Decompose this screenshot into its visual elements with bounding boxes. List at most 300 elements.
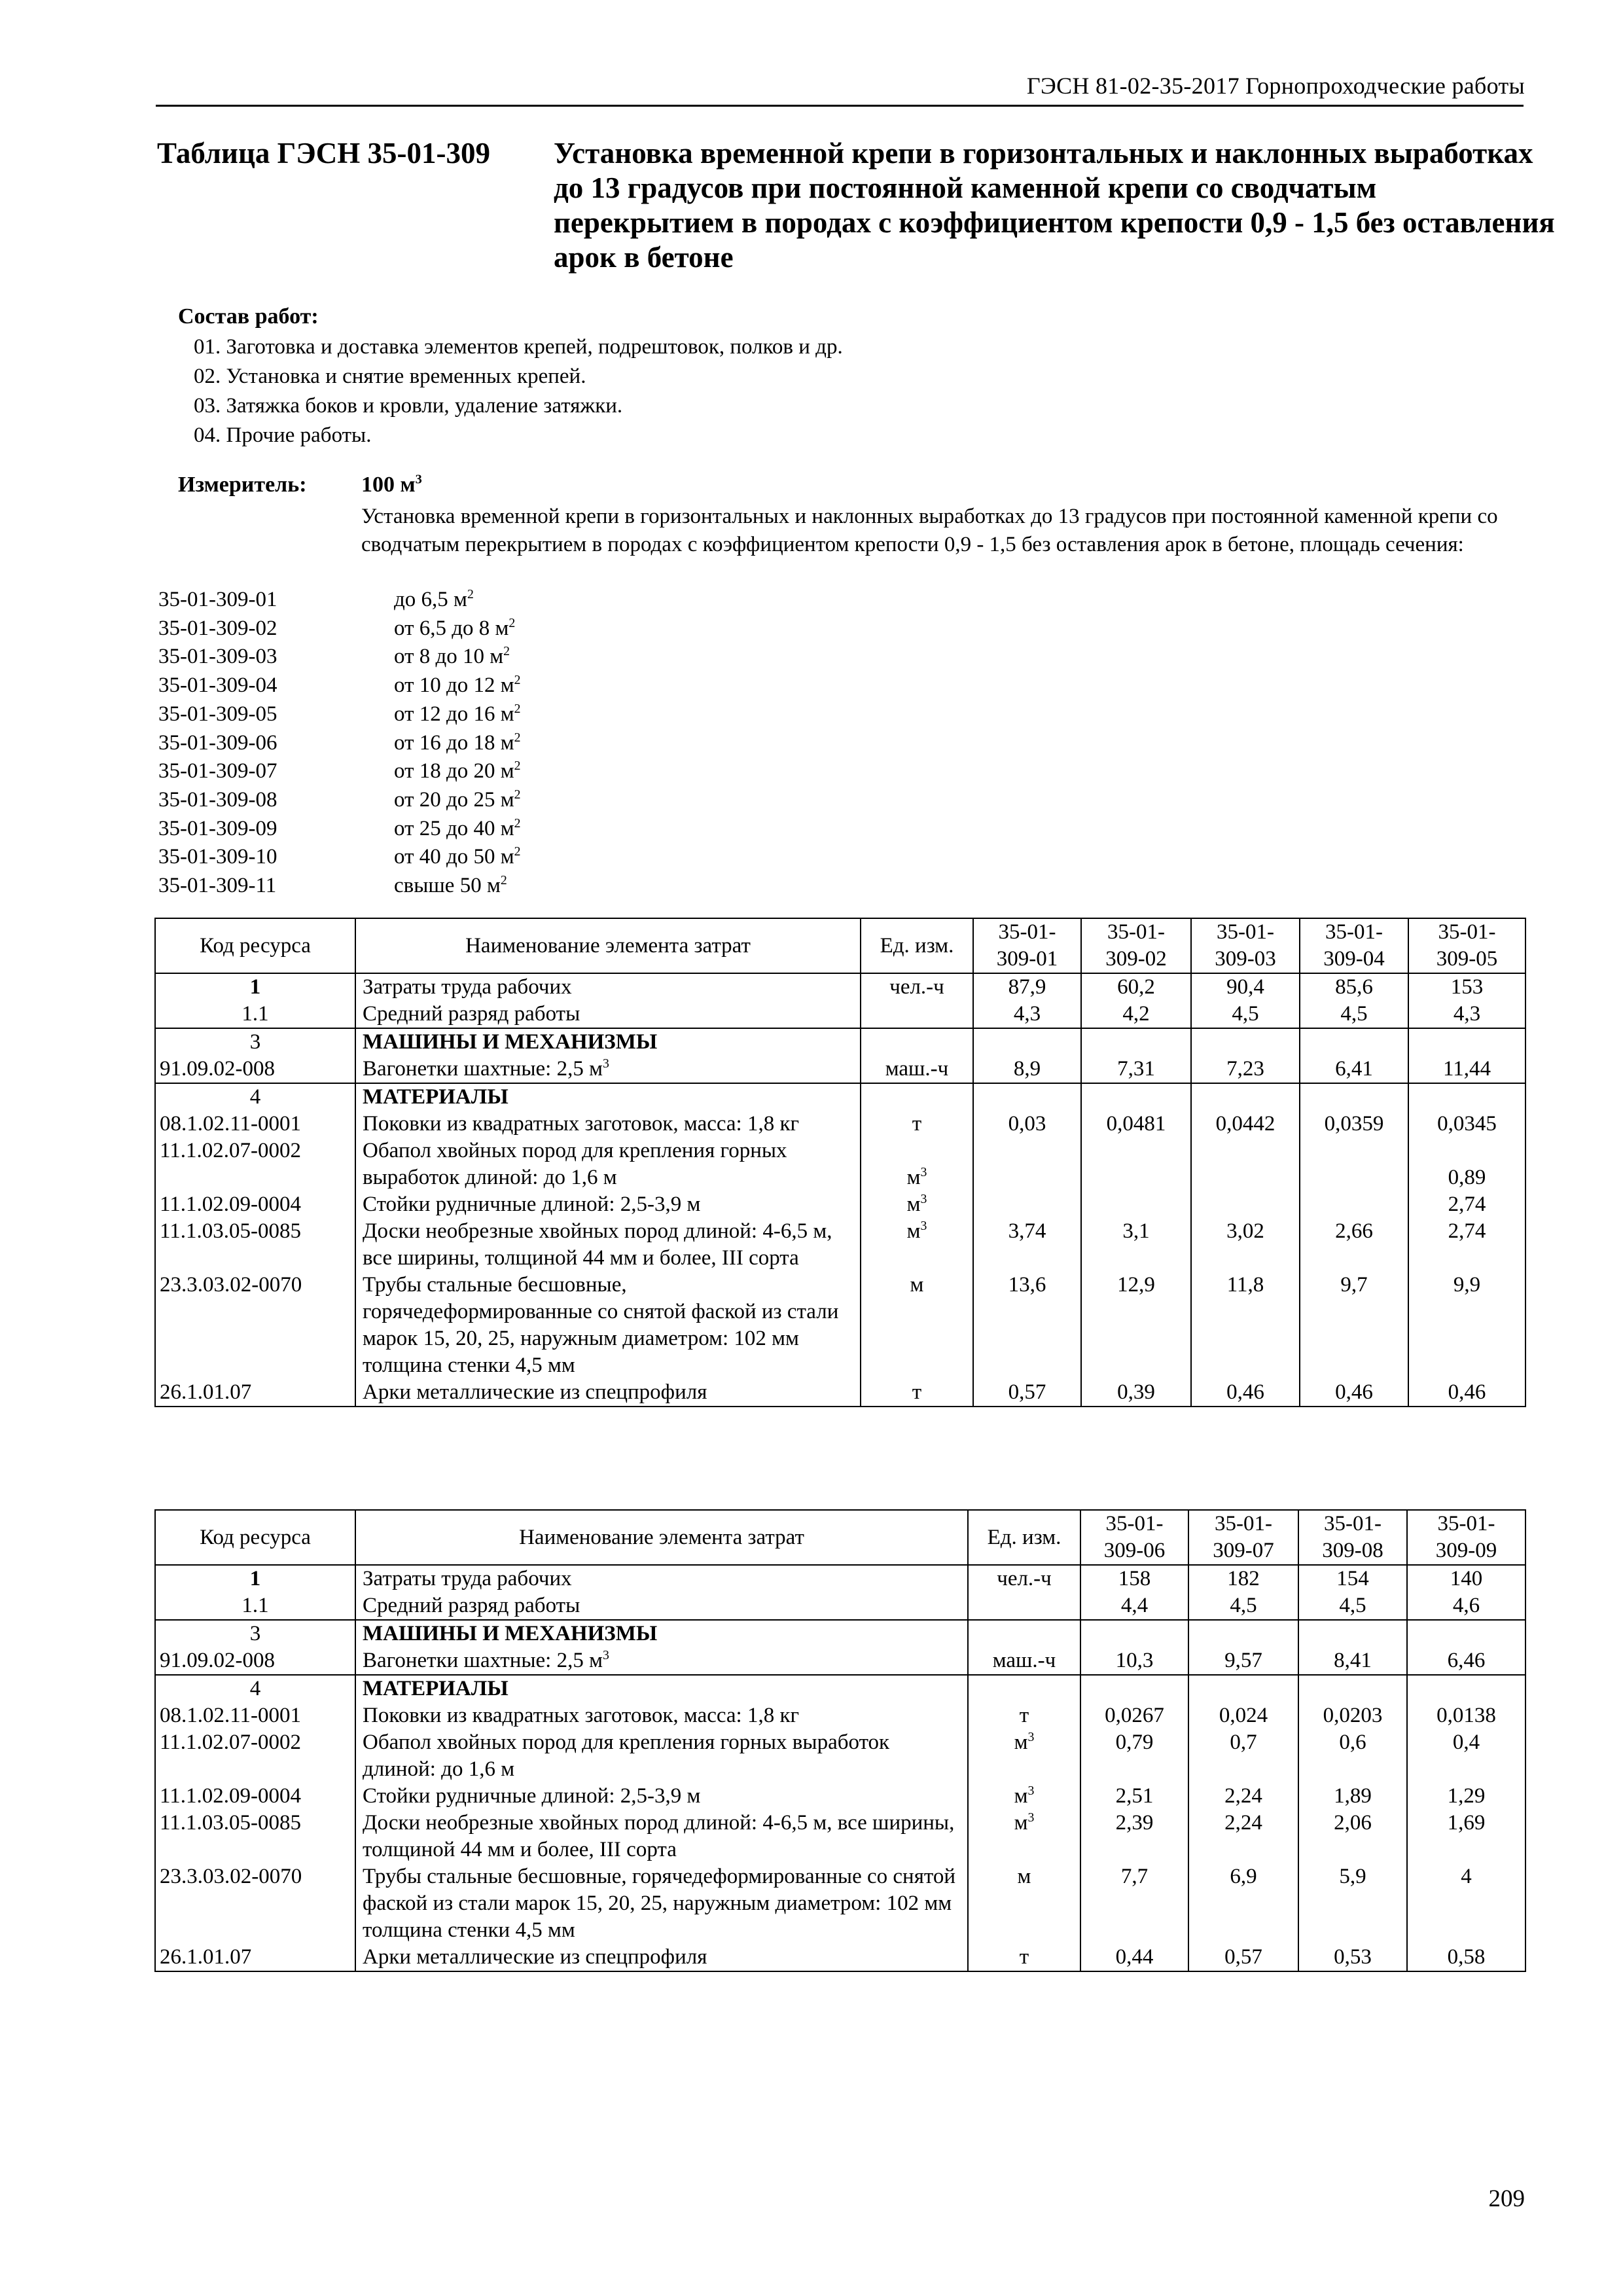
table-row bbox=[155, 1138, 1525, 1191]
header-name: Наименование элемента затрат bbox=[355, 918, 861, 973]
header-column bbox=[1300, 918, 1408, 973]
cell-name-text: МАТЕРИАЛЫ bbox=[363, 1677, 508, 1700]
cell-unit bbox=[861, 1191, 973, 1218]
table-row bbox=[155, 973, 1525, 1001]
cell-unit-text: м bbox=[906, 1219, 921, 1243]
cell-unit bbox=[861, 973, 973, 1001]
cell-unit bbox=[968, 1944, 1080, 1971]
table-row bbox=[155, 1592, 1525, 1620]
cell-value bbox=[973, 1083, 1081, 1111]
cell-value: 2,39 bbox=[1080, 1810, 1188, 1863]
cell-value: 0,024 bbox=[1188, 1702, 1298, 1729]
cell-name bbox=[355, 1647, 968, 1675]
cell-name bbox=[355, 1565, 968, 1592]
cell-unit bbox=[968, 1647, 1080, 1675]
table-row bbox=[155, 1191, 1525, 1218]
table-row bbox=[155, 1218, 1525, 1272]
code-description bbox=[394, 843, 521, 872]
code-list-item bbox=[158, 643, 521, 672]
cell-unit-sup: 3 bbox=[920, 1165, 927, 1179]
code-number: 35-01-309-11 bbox=[158, 874, 277, 898]
cell-value: 0,39 bbox=[1081, 1379, 1191, 1407]
header-column-line: 35-01- bbox=[1438, 920, 1496, 944]
code-number: 35-01-309-10 bbox=[158, 845, 277, 869]
cell-name bbox=[355, 1675, 968, 1702]
table-row bbox=[155, 1944, 1525, 1971]
code-description-sup: 2 bbox=[514, 787, 521, 802]
cell-value bbox=[1300, 1028, 1408, 1056]
works-title: Состав работ: bbox=[178, 304, 319, 329]
cell-code: 91.09.02-008 bbox=[155, 1056, 355, 1083]
code-description bbox=[394, 729, 521, 758]
cell-code: 1 bbox=[155, 973, 355, 1001]
code-description-sup: 2 bbox=[514, 673, 521, 688]
header-column bbox=[1080, 1510, 1188, 1565]
cell-value: 0,58 bbox=[1407, 1944, 1525, 1971]
table-label: Таблица ГЭСН 35-01-309 bbox=[157, 137, 490, 170]
cell-unit-text: м bbox=[1014, 1811, 1028, 1835]
code-description bbox=[394, 872, 507, 901]
cell-code: 3 bbox=[155, 1028, 355, 1056]
code-list-item bbox=[158, 729, 521, 758]
cell-unit-sup: 3 bbox=[920, 1192, 927, 1206]
cell-code: 4 bbox=[155, 1675, 355, 1702]
cell-name-text: Трубы стальные бесшовные, горячедеформированные со снятой фаской из стали марок 15, 20, 25, наружным диаметром: 102 мм толщина стенки 4,5 мм bbox=[363, 1865, 956, 1942]
cell-value: 4,5 bbox=[1191, 1001, 1300, 1028]
cell-unit bbox=[861, 1001, 973, 1028]
cell-code: 11.1.03.05-0085 bbox=[155, 1810, 355, 1863]
code-description bbox=[394, 643, 510, 672]
cell-code: 23.3.03.02-0070 bbox=[155, 1863, 355, 1944]
header-column-line: 35-01- bbox=[1437, 1512, 1495, 1535]
header-column bbox=[1188, 1510, 1298, 1565]
cell-unit-text: м bbox=[1014, 1731, 1028, 1754]
code-description-sup: 2 bbox=[467, 587, 474, 601]
table-row bbox=[155, 1810, 1525, 1863]
cell-unit-text: т bbox=[912, 1380, 922, 1404]
cell-unit-text: маш.-ч bbox=[992, 1649, 1056, 1672]
header-column-line: 309-04 bbox=[1323, 947, 1385, 971]
cell-name bbox=[355, 973, 861, 1001]
cell-unit bbox=[861, 1028, 973, 1056]
cell-name bbox=[355, 1191, 861, 1218]
code-number: 35-01-309-06 bbox=[158, 730, 277, 755]
cell-unit-sup: 3 bbox=[1027, 1784, 1035, 1798]
cell-value bbox=[973, 1138, 1081, 1191]
cell-value: 0,0481 bbox=[1081, 1111, 1191, 1138]
cell-value: 4,5 bbox=[1298, 1592, 1407, 1620]
cell-value bbox=[1300, 1083, 1408, 1111]
cell-name bbox=[355, 1138, 861, 1191]
cell-value: 85,6 bbox=[1300, 973, 1408, 1001]
cell-value bbox=[1191, 1191, 1300, 1218]
code-description-sup: 2 bbox=[514, 759, 521, 774]
cell-unit bbox=[968, 1675, 1080, 1702]
table-header-row bbox=[155, 1510, 1525, 1565]
cell-value: 3,74 bbox=[973, 1218, 1081, 1272]
code-description-text: от 8 до 10 м bbox=[394, 645, 504, 669]
cell-unit-text: маш.-ч bbox=[885, 1057, 949, 1081]
cell-unit-text: т bbox=[1019, 1945, 1029, 1969]
table-row bbox=[155, 1272, 1525, 1379]
header-column-line: 309-01 bbox=[996, 947, 1058, 971]
cell-name bbox=[355, 1944, 968, 1971]
cell-unit-text: чел.-ч bbox=[889, 975, 944, 999]
cell-name bbox=[355, 1863, 968, 1944]
header-column bbox=[1081, 918, 1191, 973]
cell-name-text: Обапол хвойных пород для крепления горных выработок длиной: до 1,6 м bbox=[363, 1139, 787, 1189]
cell-value: 6,46 bbox=[1407, 1647, 1525, 1675]
cell-name-text: Стойки рудничные длиной: 2,5-3,9 м bbox=[363, 1193, 701, 1216]
cell-unit bbox=[861, 1056, 973, 1083]
code-description bbox=[394, 757, 521, 786]
code-number: 35-01-309-02 bbox=[158, 616, 277, 640]
cell-value: 7,23 bbox=[1191, 1056, 1300, 1083]
cell-name bbox=[355, 1111, 861, 1138]
cell-value: 87,9 bbox=[973, 973, 1081, 1001]
cell-value: 3,1 bbox=[1081, 1218, 1191, 1272]
cell-name-text: Затраты труда рабочих bbox=[363, 1567, 572, 1590]
code-description-text: от 20 до 25 м bbox=[394, 787, 514, 812]
cell-code: 1.1 bbox=[155, 1001, 355, 1028]
cell-code: 4 bbox=[155, 1083, 355, 1111]
cell-value: 0,53 bbox=[1298, 1944, 1407, 1971]
cell-name-sup: 3 bbox=[602, 1056, 609, 1071]
header-unit: Ед. изм. bbox=[968, 1510, 1080, 1565]
cell-value: 2,06 bbox=[1298, 1810, 1407, 1863]
meter-unit-sup: 3 bbox=[415, 472, 422, 487]
cell-unit bbox=[968, 1565, 1080, 1592]
table-header-row bbox=[155, 918, 1525, 973]
table-row bbox=[155, 1783, 1525, 1810]
cell-unit bbox=[968, 1783, 1080, 1810]
cell-value: 0,57 bbox=[1188, 1944, 1298, 1971]
header-column-line: 309-07 bbox=[1213, 1539, 1274, 1562]
cell-code: 11.1.02.09-0004 bbox=[155, 1191, 355, 1218]
code-description-sup: 2 bbox=[514, 844, 521, 859]
cell-name-text: Вагонетки шахтные: 2,5 м bbox=[363, 1649, 603, 1672]
cell-unit bbox=[861, 1379, 973, 1407]
code-list-item bbox=[158, 872, 521, 901]
cell-value: 0,79 bbox=[1080, 1729, 1188, 1783]
cell-unit-sup: 3 bbox=[1027, 1730, 1035, 1744]
cell-value bbox=[1188, 1675, 1298, 1702]
cell-value: 2,24 bbox=[1188, 1810, 1298, 1863]
table-row bbox=[155, 1620, 1525, 1647]
cell-name-text: МАТЕРИАЛЫ bbox=[363, 1085, 508, 1109]
cell-unit-text: т bbox=[1019, 1704, 1029, 1727]
table-row bbox=[155, 1056, 1525, 1083]
code-number: 35-01-309-01 bbox=[158, 588, 277, 611]
cell-value: 0,44 bbox=[1080, 1944, 1188, 1971]
cell-value bbox=[1081, 1138, 1191, 1191]
code-description bbox=[394, 815, 521, 844]
cell-value: 12,9 bbox=[1081, 1272, 1191, 1379]
cell-value: 7,7 bbox=[1080, 1863, 1188, 1944]
cell-value bbox=[1191, 1028, 1300, 1056]
cell-value bbox=[1298, 1675, 1407, 1702]
cost-table-2 bbox=[154, 1509, 1526, 1972]
table-row bbox=[155, 1111, 1525, 1138]
code-list-item bbox=[158, 615, 521, 643]
header-rule bbox=[156, 105, 1524, 107]
code-description-text: от 10 до 12 м bbox=[394, 673, 514, 698]
table-row bbox=[155, 1729, 1525, 1783]
meter-unit bbox=[361, 473, 422, 497]
code-description bbox=[394, 786, 521, 815]
cell-value: 11,8 bbox=[1191, 1272, 1300, 1379]
cell-value: 2,74 bbox=[1408, 1218, 1525, 1272]
cell-value bbox=[1298, 1620, 1407, 1647]
cell-value: 0,0267 bbox=[1080, 1702, 1188, 1729]
cell-unit-sup: 3 bbox=[1027, 1810, 1035, 1825]
cell-value: 9,57 bbox=[1188, 1647, 1298, 1675]
cell-code: 11.1.02.07-0002 bbox=[155, 1138, 355, 1191]
cell-value: 0,0203 bbox=[1298, 1702, 1407, 1729]
cell-name-text: Доски необрезные хвойных пород длиной: 4-6,5 м, все ширины, толщиной 44 мм и более, III сорта bbox=[363, 1219, 832, 1270]
cell-name bbox=[355, 1729, 968, 1783]
header-column bbox=[1408, 918, 1525, 973]
cell-value: 4,5 bbox=[1300, 1001, 1408, 1028]
header-name: Наименование элемента затрат bbox=[355, 1510, 968, 1565]
code-description-text: от 12 до 16 м bbox=[394, 702, 514, 726]
cell-value: 9,9 bbox=[1408, 1272, 1525, 1379]
header-code: Код ресурса bbox=[155, 1510, 355, 1565]
code-description-text: от 40 до 50 м bbox=[394, 845, 514, 869]
cell-unit-text: м bbox=[910, 1273, 924, 1297]
cell-value: 90,4 bbox=[1191, 973, 1300, 1001]
code-list-item bbox=[158, 672, 521, 700]
cell-value bbox=[1191, 1083, 1300, 1111]
cell-value: 6,41 bbox=[1300, 1056, 1408, 1083]
cell-name bbox=[355, 1272, 861, 1379]
cell-value: 13,6 bbox=[973, 1272, 1081, 1379]
cell-value: 4,3 bbox=[973, 1001, 1081, 1028]
cell-value: 60,2 bbox=[1081, 973, 1191, 1001]
cell-value bbox=[1080, 1620, 1188, 1647]
cell-unit bbox=[861, 1138, 973, 1191]
code-list-item bbox=[158, 815, 521, 844]
cell-value bbox=[1408, 1028, 1525, 1056]
table-row bbox=[155, 1565, 1525, 1592]
cell-value: 140 bbox=[1407, 1565, 1525, 1592]
cell-name-text: Поковки из квадратных заготовок, масса: 1,8 кг bbox=[363, 1704, 800, 1727]
code-description-text: от 16 до 18 м bbox=[394, 730, 514, 755]
cell-value bbox=[1081, 1083, 1191, 1111]
cell-value bbox=[973, 1028, 1081, 1056]
cell-value bbox=[1407, 1675, 1525, 1702]
code-number: 35-01-309-08 bbox=[158, 787, 277, 812]
cell-name bbox=[355, 1028, 861, 1056]
cell-value: 153 bbox=[1408, 973, 1525, 1001]
cell-unit bbox=[968, 1863, 1080, 1944]
table-row bbox=[155, 1083, 1525, 1111]
code-description-sup: 2 bbox=[508, 615, 516, 630]
code-description-sup: 2 bbox=[514, 730, 521, 745]
code-list-item bbox=[158, 757, 521, 786]
header-column-line: 35-01- bbox=[1325, 920, 1383, 944]
table-row bbox=[155, 1647, 1525, 1675]
cell-value bbox=[1407, 1620, 1525, 1647]
header-column-line: 35-01- bbox=[1107, 920, 1165, 944]
header-column-line: 35-01- bbox=[1215, 1512, 1272, 1535]
cell-code: 91.09.02-008 bbox=[155, 1647, 355, 1675]
table-row bbox=[155, 1675, 1525, 1702]
code-list-item bbox=[158, 786, 521, 815]
table-row bbox=[155, 1028, 1525, 1056]
header-column-line: 35-01- bbox=[1324, 1512, 1382, 1535]
cell-value: 8,41 bbox=[1298, 1647, 1407, 1675]
cell-value: 5,9 bbox=[1298, 1863, 1407, 1944]
cell-value bbox=[1408, 1083, 1525, 1111]
code-description-text: до 6,5 м bbox=[394, 588, 467, 611]
cell-code: 11.1.03.05-0085 bbox=[155, 1218, 355, 1272]
header-unit: Ед. изм. bbox=[861, 918, 973, 973]
cell-value bbox=[1080, 1675, 1188, 1702]
cell-value bbox=[1300, 1191, 1408, 1218]
header-column bbox=[973, 918, 1081, 973]
header-column-line: 35-01- bbox=[998, 920, 1056, 944]
cell-name bbox=[355, 1001, 861, 1028]
cell-value: 0,6 bbox=[1298, 1729, 1407, 1783]
cell-unit-text: чел.-ч bbox=[997, 1567, 1052, 1590]
table-row bbox=[155, 1702, 1525, 1729]
cell-unit-text: м bbox=[906, 1166, 921, 1189]
cell-value: 7,31 bbox=[1081, 1056, 1191, 1083]
header-column bbox=[1191, 918, 1300, 973]
cell-code: 11.1.02.07-0002 bbox=[155, 1729, 355, 1783]
cell-unit bbox=[968, 1729, 1080, 1783]
cell-unit-text: м bbox=[906, 1193, 921, 1216]
cell-value: 4,3 bbox=[1408, 1001, 1525, 1028]
cost-table-1 bbox=[154, 918, 1526, 1407]
cell-name-text: Обапол хвойных пород для крепления горных выработок длиной: до 1,6 м bbox=[363, 1731, 890, 1781]
cell-value: 0,0442 bbox=[1191, 1111, 1300, 1138]
cell-name bbox=[355, 1783, 968, 1810]
code-description-sup: 2 bbox=[500, 873, 507, 888]
cell-name bbox=[355, 1379, 861, 1407]
cell-value: 0,89 bbox=[1408, 1138, 1525, 1191]
header-column-line: 35-01- bbox=[1217, 920, 1274, 944]
cell-unit-text: м bbox=[1017, 1865, 1031, 1888]
cell-name-text: Средний разряд работы bbox=[363, 1594, 580, 1617]
cell-value bbox=[973, 1191, 1081, 1218]
cell-value bbox=[1188, 1620, 1298, 1647]
cell-value: 158 bbox=[1080, 1565, 1188, 1592]
cell-value: 0,03 bbox=[973, 1111, 1081, 1138]
cell-value bbox=[1300, 1138, 1408, 1191]
cell-value: 0,7 bbox=[1188, 1729, 1298, 1783]
header-column-line: 309-02 bbox=[1105, 947, 1167, 971]
cell-value: 0,0359 bbox=[1300, 1111, 1408, 1138]
code-description-text: от 25 до 40 м bbox=[394, 816, 514, 840]
cell-unit bbox=[968, 1592, 1080, 1620]
cell-unit bbox=[861, 1218, 973, 1272]
header-column bbox=[1407, 1510, 1525, 1565]
cell-name bbox=[355, 1702, 968, 1729]
cell-value: 0,57 bbox=[973, 1379, 1081, 1407]
code-description-text: от 18 до 20 м bbox=[394, 759, 514, 783]
header-column-line: 309-05 bbox=[1436, 947, 1498, 971]
table-row bbox=[155, 1379, 1525, 1407]
header-column-line: 35-01- bbox=[1105, 1512, 1164, 1535]
cell-name bbox=[355, 1083, 861, 1111]
cell-value: 10,3 bbox=[1080, 1647, 1188, 1675]
cell-name-text: МАШИНЫ И МЕХАНИЗМЫ bbox=[363, 1622, 658, 1645]
table-title: Установка временной крепи в горизонтальных и наклонных выработках до 13 градусов при постоянной каменной крепи со сводчатым перекрытием в породах с коэффициентом крепости 0,9 - 1,5 без оставления арок в бетоне bbox=[554, 137, 1555, 274]
cell-name-sup: 3 bbox=[602, 1648, 609, 1662]
cell-name bbox=[355, 1218, 861, 1272]
code-description bbox=[394, 672, 521, 700]
works-item: 04. Прочие работы. bbox=[194, 423, 372, 447]
cell-value: 2,24 bbox=[1188, 1783, 1298, 1810]
code-description bbox=[394, 700, 521, 729]
cell-unit-sup: 3 bbox=[920, 1219, 927, 1233]
cell-unit bbox=[861, 1083, 973, 1111]
cell-name bbox=[355, 1056, 861, 1083]
cell-name-text: Средний разряд работы bbox=[363, 1002, 580, 1026]
cell-name bbox=[355, 1620, 968, 1647]
cell-value: 0,0345 bbox=[1408, 1111, 1525, 1138]
cell-value: 2,74 bbox=[1408, 1191, 1525, 1218]
cell-value: 4,6 bbox=[1407, 1592, 1525, 1620]
cell-name-text: Вагонетки шахтные: 2,5 м bbox=[363, 1057, 603, 1081]
cell-name-text: Доски необрезные хвойных пород длиной: 4-6,5 м, все ширины, толщиной 44 мм и более, III сорта bbox=[363, 1811, 955, 1861]
cell-value bbox=[1081, 1191, 1191, 1218]
meter-description: Установка временной крепи в горизонтальных и наклонных выработках до 13 градусов при постоянной каменной крепи со сводчатым перекрытием в породах с коэффициентом крепости 0,9 - 1,5 без оставления арок в бетоне, площадь сечения: bbox=[361, 505, 1498, 556]
cell-name-text: Арки металлические из спецпрофиля bbox=[363, 1945, 707, 1969]
page-number: 209 bbox=[1488, 2185, 1525, 2212]
cell-code: 1.1 bbox=[155, 1592, 355, 1620]
code-description-sup: 2 bbox=[514, 701, 521, 716]
cell-value: 3,02 bbox=[1191, 1218, 1300, 1272]
cell-unit-text: м bbox=[1014, 1784, 1028, 1808]
cell-code: 23.3.03.02-0070 bbox=[155, 1272, 355, 1379]
cell-name bbox=[355, 1810, 968, 1863]
header-column bbox=[1298, 1510, 1407, 1565]
cell-code: 11.1.02.09-0004 bbox=[155, 1783, 355, 1810]
code-number: 35-01-309-05 bbox=[158, 702, 277, 726]
cell-value: 0,46 bbox=[1300, 1379, 1408, 1407]
cell-value: 0,0138 bbox=[1407, 1702, 1525, 1729]
running-header: ГЭСН 81-02-35-2017 Горнопроходческие работы bbox=[1026, 73, 1525, 99]
cell-unit-text: т bbox=[912, 1112, 922, 1136]
cell-unit bbox=[968, 1810, 1080, 1863]
code-description bbox=[394, 586, 474, 615]
cell-value: 2,66 bbox=[1300, 1218, 1408, 1272]
cell-value: 1,89 bbox=[1298, 1783, 1407, 1810]
code-number: 35-01-309-09 bbox=[158, 816, 277, 840]
cell-value: 9,7 bbox=[1300, 1272, 1408, 1379]
code-description bbox=[394, 615, 515, 643]
cell-value: 182 bbox=[1188, 1565, 1298, 1592]
cell-value: 1,69 bbox=[1407, 1810, 1525, 1863]
cell-value: 4,4 bbox=[1080, 1592, 1188, 1620]
cell-value: 6,9 bbox=[1188, 1863, 1298, 1944]
works-item: 02. Установка и снятие временных крепей. bbox=[194, 365, 586, 388]
cell-value: 2,51 bbox=[1080, 1783, 1188, 1810]
cell-value: 11,44 bbox=[1408, 1056, 1525, 1083]
cell-value: 154 bbox=[1298, 1565, 1407, 1592]
code-list-item bbox=[158, 700, 521, 729]
cell-code: 1 bbox=[155, 1565, 355, 1592]
cell-name-text: Стойки рудничные длиной: 2,5-3,9 м bbox=[363, 1784, 701, 1808]
cell-name-text: Поковки из квадратных заготовок, масса: 1,8 кг bbox=[363, 1112, 800, 1136]
code-description-text: свыше 50 м bbox=[394, 874, 501, 898]
header-code: Код ресурса bbox=[155, 918, 355, 973]
code-description-sup: 2 bbox=[503, 644, 510, 659]
cell-name-text: Трубы стальные бесшовные, горячедеформированные со снятой фаской из стали марок 15, 20, 25, наружным диаметром: 102 мм толщина стенки 4,5 мм bbox=[363, 1273, 839, 1377]
